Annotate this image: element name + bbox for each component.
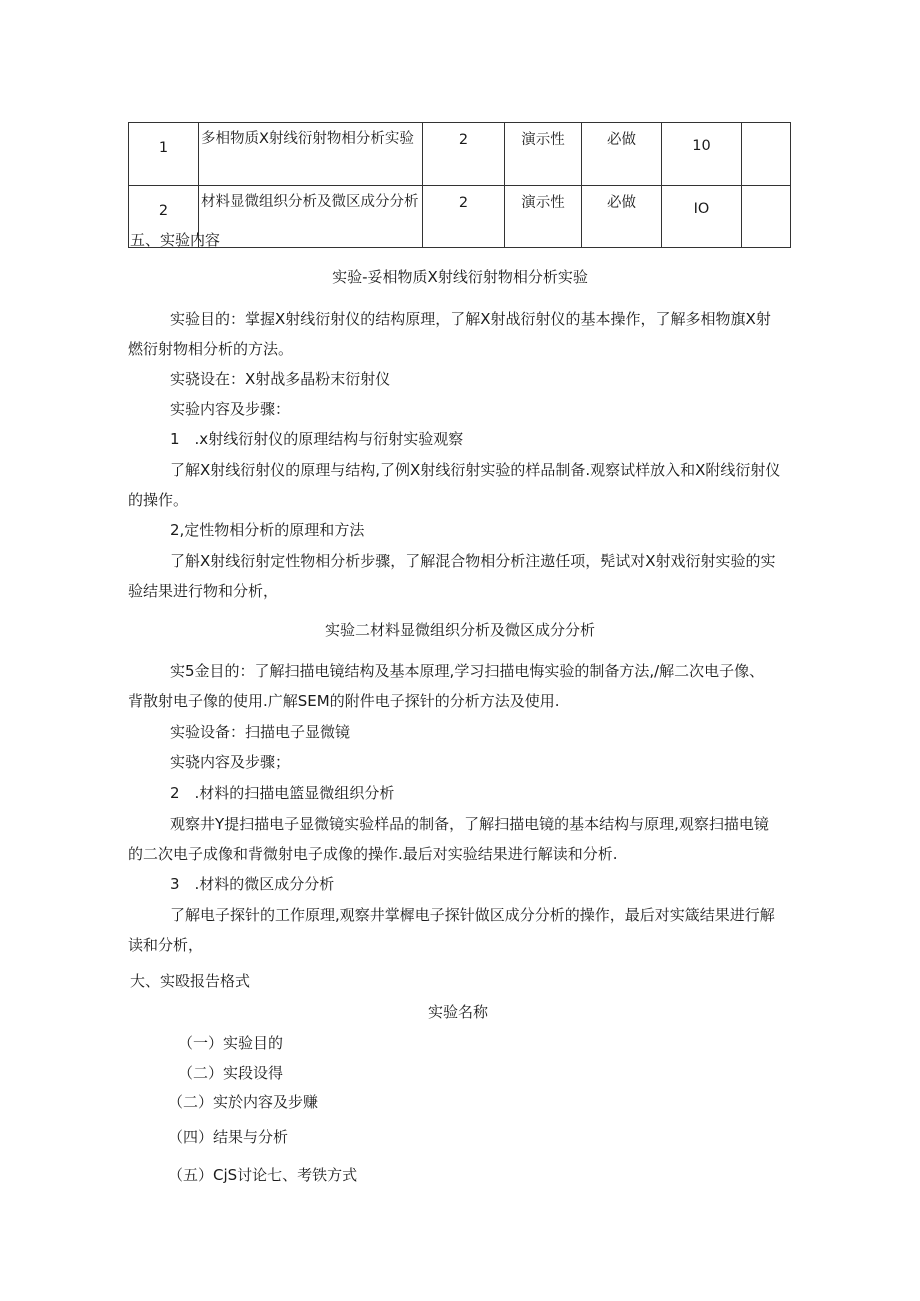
paragraph-line: 了斛X射线衍射定性物相分析步骤，了解混合物相分析注遨任项，髡试对X射戏衍射实验的实 [170,552,776,570]
experiment-type: 演示性 [505,186,582,248]
experiment-name: 多相物质X射线衍射物相分析实验 [199,123,423,186]
step-title: 1 .x射线衍射仪的原理结构与衍射实验观察 [170,430,464,448]
report-item: （一）实验目的 [178,1034,284,1052]
report-title: 实验名称 [428,1003,489,1021]
experiment-hours: 2 [423,186,505,248]
experiment-score: 10 [662,123,742,186]
paragraph-line: 的操作。 [128,491,189,509]
experiment-requirement: 必做 [582,186,662,248]
empty-cell [742,123,791,186]
paragraph-line: 读和分析， [128,936,204,954]
experiment-title: 实验二材料显微组织分析及微区成分分析 [324,621,595,639]
section-heading: 大、实殴报告格式 [130,972,251,990]
paragraph-line: 观察井Y提扫描电子显微镜实验样品的制备，了解扫描电镜的基本结构与原理,观察扫描电镜 [170,815,769,833]
paragraph-line: 燃衍射物相分析的方法。 [128,340,294,358]
step-title: 2 .材料的扫描电篮显微组织分析 [170,784,395,802]
paragraph-line: 实骁设在：X射战多晶粉末衍射仪 [170,370,391,388]
step-title: 3 .材料的微区成分分析 [170,875,335,893]
table-row [129,123,791,186]
experiment-score: IO [662,186,742,248]
table-row [129,186,791,248]
paragraph-line: 的二次电子成像和背微射电子成像的操作.最后对实验结果进行解读和分析. [128,845,618,863]
row-number: 2 [129,186,199,248]
report-item: （五）CjS讨论七、考铁方式 [168,1166,358,1184]
report-item: （四）结果与分析 [168,1128,289,1146]
report-item: （二）实段设得 [178,1064,284,1082]
paragraph-line: 实验目的：掌握X射线衍射仪的结构原理，了解X射战衍射仪的基本操作，了解多相物旗X射 [170,310,771,328]
step-title: 2,定性物相分析的原理和方法 [170,521,365,539]
section-heading: 五、实验内容 [130,231,221,249]
experiment-table [128,122,791,248]
experiment-hours: 2 [423,123,505,186]
paragraph-line: 了解电子探针的工作原理,观察井掌樨电子探针做区成分分析的操作，最后对实箴结果进行解 [170,906,775,924]
experiment-name: 材料显微组织分析及微区成分分析 [199,186,423,248]
experiment-requirement: 必做 [582,123,662,186]
empty-cell [742,186,791,248]
paragraph-line: 实验内容及步骤： [170,400,291,418]
report-item: （二）实於内容及步赚 [168,1093,319,1111]
row-number: 1 [129,123,199,186]
experiment-title: 实验-妥相物质X射线衍射物相分析实验 [332,268,588,286]
paragraph-line: 实骁内容及步骤； [170,753,291,771]
paragraph-line: 了解X射线衍射仪的原理与结构,了例X射线衍射实验的样品制备.观察试样放入和X附线衍射仪 [170,461,781,479]
experiment-type: 演示性 [505,123,582,186]
paragraph-line: 验结果进行物和分析， [128,582,279,600]
paragraph-line: 背散射电子像的使用.广解SEM的附件电子探针的分析方法及使用. [128,692,560,710]
paragraph-line: 实验设备：扫描电子显微镜 [170,723,351,741]
paragraph-line: 实5金目的：了解扫描电镜结构及基本原理,学习扫描电悔实验的制备方法,/解二次电子像、 [170,662,765,680]
